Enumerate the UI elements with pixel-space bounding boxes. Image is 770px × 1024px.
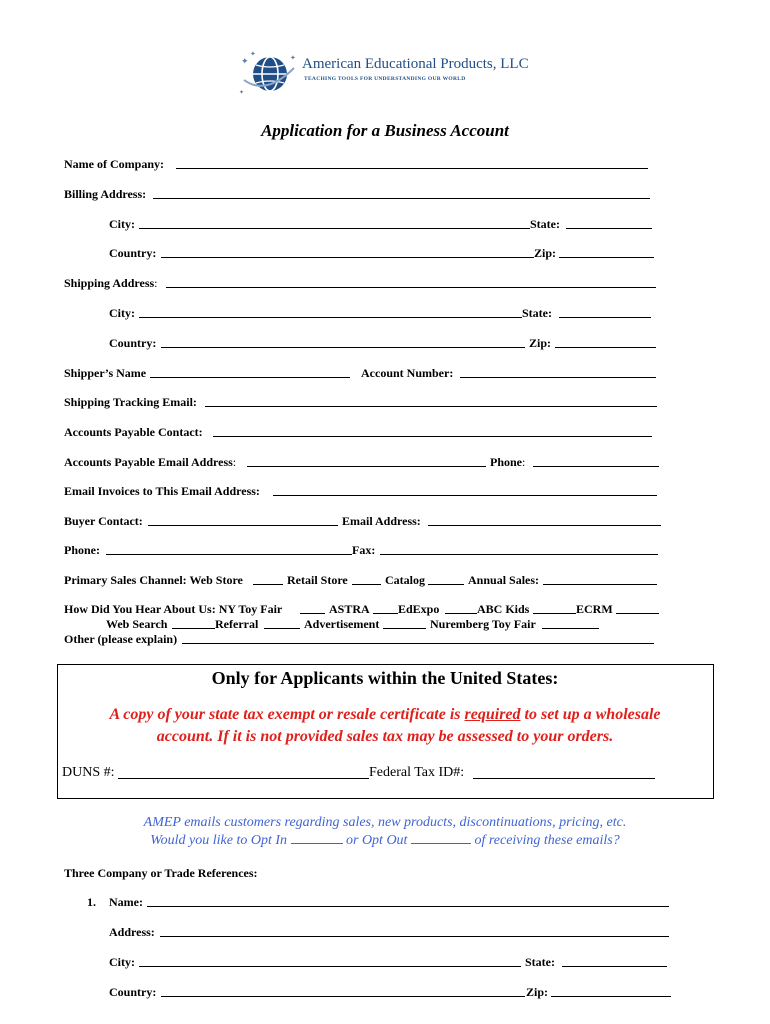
reference-address-field[interactable] bbox=[160, 936, 669, 937]
tax-note-text-a: A copy of your state tax exempt or resale certificate is bbox=[109, 706, 465, 723]
buyer-contact-field[interactable] bbox=[148, 525, 338, 526]
shippers-name-field[interactable] bbox=[150, 377, 350, 378]
advertisement-field[interactable] bbox=[383, 628, 426, 629]
web-search-field[interactable] bbox=[172, 628, 215, 629]
optin-text-c: of receiving these emails? bbox=[470, 833, 620, 848]
hear-about-label: How Did You Hear About Us: NY Toy Fair bbox=[64, 602, 283, 616]
ap-email-label: Accounts Payable Email Address bbox=[64, 455, 233, 469]
astra-field[interactable] bbox=[373, 613, 398, 614]
company-logo-tagline: TEACHING TOOLS FOR UNDERSTANDING OUR WORLD bbox=[304, 76, 466, 82]
shipping-zip-label: Zip: bbox=[529, 336, 552, 350]
account-number-field[interactable] bbox=[460, 377, 656, 378]
web-search-label: Web Search bbox=[106, 617, 168, 631]
buyer-contact-label: Buyer Contact: bbox=[64, 514, 143, 528]
optin-text-b: or Opt Out bbox=[342, 833, 411, 848]
company-name-label: Name of Company: bbox=[64, 157, 164, 171]
ny-toy-fair-field[interactable] bbox=[300, 613, 325, 614]
page-title: Application for a Business Account bbox=[261, 121, 509, 140]
billing-state-label: State: bbox=[530, 217, 560, 231]
annual-sales-field[interactable] bbox=[543, 584, 657, 585]
abc-kids-label: ABC Kids bbox=[477, 602, 530, 616]
astra-label: ASTRA bbox=[329, 602, 370, 616]
tax-note-required: required bbox=[464, 706, 521, 723]
reference-zip-label: Zip: bbox=[526, 985, 549, 999]
shipping-country-field[interactable] bbox=[161, 347, 525, 348]
email-invoices-field[interactable] bbox=[273, 495, 657, 496]
billing-address-label: Billing Address: bbox=[64, 187, 147, 201]
buyer-email-label: Email Address: bbox=[342, 514, 421, 528]
optin-text-a: Would you like to Opt In bbox=[150, 833, 291, 848]
shipping-city-field[interactable] bbox=[139, 317, 522, 318]
account-number-label: Account Number: bbox=[361, 366, 454, 380]
svg-text:✦: ✦ bbox=[250, 50, 256, 58]
svg-text:✦: ✦ bbox=[290, 54, 296, 62]
nuremberg-field[interactable] bbox=[542, 628, 599, 629]
reference-name-label: Name: bbox=[109, 895, 143, 909]
tax-note-text-b: to set up a wholesale bbox=[520, 706, 661, 723]
nuremberg-label: Nuremberg Toy Fair bbox=[430, 617, 536, 631]
email-optin-line2 bbox=[0, 833, 770, 849]
shipping-city-label: City: bbox=[109, 306, 135, 320]
ecrm-field[interactable] bbox=[616, 613, 659, 614]
shipping-address-field[interactable] bbox=[166, 287, 656, 288]
tax-certificate-note-line2: account. If it is not provided sales tax may be assessed to your orders. bbox=[156, 728, 614, 745]
ap-email-field[interactable] bbox=[247, 466, 486, 467]
reference-address-label: Address: bbox=[109, 925, 155, 939]
ap-phone-label: Phone bbox=[490, 455, 523, 469]
federal-tax-label: Federal Tax ID#: bbox=[369, 765, 465, 780]
reference-city-field[interactable] bbox=[139, 966, 521, 967]
shipping-state-label: State: bbox=[522, 306, 552, 320]
billing-zip-label: Zip: bbox=[534, 246, 557, 260]
duns-field[interactable] bbox=[118, 778, 369, 779]
reference-state-label: State: bbox=[525, 955, 555, 969]
opt-in-field[interactable] bbox=[291, 843, 343, 844]
billing-state-field[interactable] bbox=[566, 228, 652, 229]
duns-label: DUNS #: bbox=[62, 765, 115, 780]
phone-label: Phone: bbox=[64, 543, 100, 557]
billing-country-field[interactable] bbox=[161, 257, 534, 258]
opt-out-field[interactable] bbox=[411, 843, 471, 844]
referral-label: Referral bbox=[215, 617, 259, 631]
other-field[interactable] bbox=[182, 643, 654, 644]
billing-city-field[interactable] bbox=[139, 228, 530, 229]
ap-contact-label: Accounts Payable Contact: bbox=[64, 425, 203, 439]
shipping-address-label: Shipping Address bbox=[64, 276, 155, 290]
referral-field[interactable] bbox=[264, 628, 300, 629]
reference-city-label: City: bbox=[109, 955, 135, 969]
retail-store-label: Retail Store bbox=[287, 573, 348, 587]
federal-tax-field[interactable] bbox=[473, 778, 655, 779]
company-logo-name: American Educational Products, LLC bbox=[302, 56, 529, 72]
shipping-state-field[interactable] bbox=[559, 317, 651, 318]
globe-logo-icon bbox=[238, 50, 300, 96]
ap-phone-field[interactable] bbox=[533, 466, 659, 467]
primary-sales-label: Primary Sales Channel: Web Store bbox=[64, 573, 243, 587]
reference-state-field[interactable] bbox=[562, 966, 667, 967]
email-invoices-label: Email Invoices to This Email Address: bbox=[64, 484, 260, 498]
web-store-field[interactable] bbox=[253, 584, 283, 585]
other-label: Other (please explain) bbox=[64, 632, 178, 646]
reference-zip-field[interactable] bbox=[551, 996, 671, 997]
billing-zip-field[interactable] bbox=[559, 257, 654, 258]
catalog-label: Catalog bbox=[385, 573, 425, 587]
billing-country-label: Country: bbox=[109, 246, 157, 260]
reference-country-field[interactable] bbox=[161, 996, 525, 997]
edexpo-field[interactable] bbox=[445, 613, 477, 614]
shipping-zip-field[interactable] bbox=[555, 347, 656, 348]
annual-sales-label: Annual Sales: bbox=[468, 573, 540, 587]
fax-field[interactable] bbox=[380, 554, 658, 555]
tax-certificate-note-line1 bbox=[0, 706, 770, 724]
ap-contact-field[interactable] bbox=[213, 436, 652, 437]
fax-label: Fax: bbox=[352, 543, 376, 557]
buyer-email-field[interactable] bbox=[428, 525, 661, 526]
retail-store-field[interactable] bbox=[352, 584, 381, 585]
us-applicants-title: Only for Applicants within the United States: bbox=[211, 668, 559, 688]
advertisement-label: Advertisement bbox=[304, 617, 380, 631]
shipping-tracking-email-field[interactable] bbox=[205, 406, 657, 407]
shippers-name-label: Shipper’s Name bbox=[64, 366, 147, 380]
email-optin-line1: AMEP emails customers regarding sales, new products, discontinuations, pricing, etc. bbox=[143, 815, 627, 830]
abc-kids-field[interactable] bbox=[533, 613, 576, 614]
catalog-field[interactable] bbox=[428, 584, 464, 585]
svg-text:✦: ✦ bbox=[239, 90, 245, 96]
svg-text:✦: ✦ bbox=[241, 56, 249, 66]
references-heading: Three Company or Trade References: bbox=[64, 866, 258, 880]
reference-country-label: Country: bbox=[109, 985, 157, 999]
billing-city-label: City: bbox=[109, 217, 135, 231]
reference-name-field[interactable] bbox=[147, 906, 669, 907]
edexpo-label: EdExpo bbox=[398, 602, 440, 616]
phone-field[interactable] bbox=[106, 554, 352, 555]
shipping-tracking-email-label: Shipping Tracking Email: bbox=[64, 395, 197, 409]
company-name-field[interactable] bbox=[176, 168, 648, 169]
billing-address-field[interactable] bbox=[153, 198, 650, 199]
reference-number: 1. bbox=[87, 895, 96, 909]
ecrm-label: ECRM bbox=[576, 602, 613, 616]
shipping-country-label: Country: bbox=[109, 336, 157, 350]
